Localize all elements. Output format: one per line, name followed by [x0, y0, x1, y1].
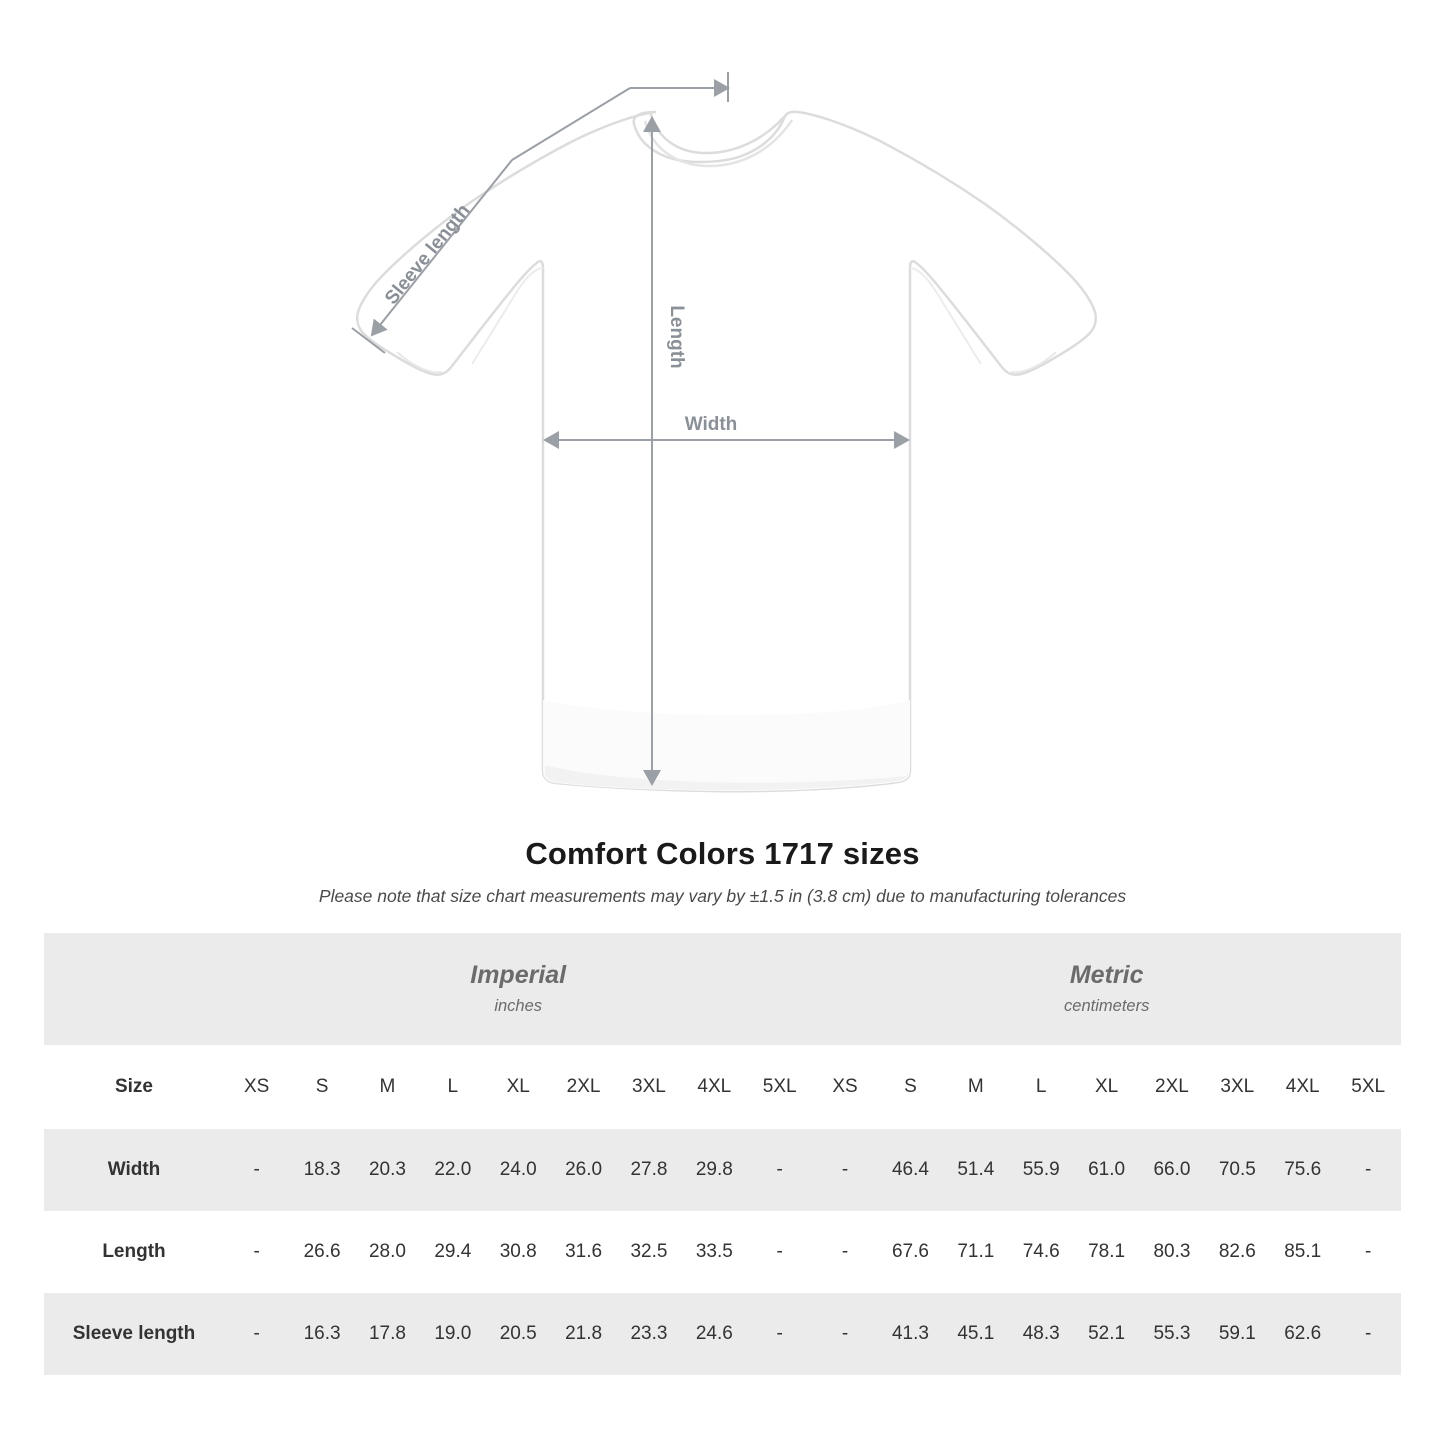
- size-header-cell: 5XL: [1335, 1045, 1401, 1129]
- measurement-cell: 30.8: [486, 1211, 551, 1293]
- measurement-cell: 70.5: [1205, 1129, 1270, 1211]
- measurement-cell: -: [812, 1129, 877, 1211]
- size-header-cell: 4XL: [682, 1045, 747, 1129]
- measurement-cell: 67.6: [878, 1211, 943, 1293]
- measurement-cell: -: [747, 1293, 812, 1375]
- measurement-cell: 29.8: [682, 1129, 747, 1211]
- unit-header-spacer: [44, 933, 224, 1045]
- measurement-cell: 55.9: [1009, 1129, 1074, 1211]
- row-label: Length: [44, 1211, 224, 1293]
- unit-header-imperial: [224, 933, 812, 1045]
- measurement-cell: -: [224, 1293, 289, 1375]
- measurement-cell: -: [224, 1129, 289, 1211]
- size-header-cell: 3XL: [616, 1045, 681, 1129]
- measurement-cell: 45.1: [943, 1293, 1008, 1375]
- measurement-cell: 23.3: [616, 1293, 681, 1375]
- size-header-label: Size: [44, 1045, 224, 1129]
- measurement-cell: 18.3: [289, 1129, 354, 1211]
- measurement-cell: 32.5: [616, 1211, 681, 1293]
- measurement-cell: -: [224, 1211, 289, 1293]
- measurement-cell: -: [1335, 1293, 1401, 1375]
- size-table-wrapper: [0, 933, 1445, 1375]
- sleeve-length-label: Sleeve length: [381, 200, 475, 309]
- title-block: [0, 836, 1445, 907]
- size-header-cell: M: [355, 1045, 420, 1129]
- measurement-cell: -: [747, 1129, 812, 1211]
- measurement-cell: 24.0: [486, 1129, 551, 1211]
- measurement-cell: 26.6: [289, 1211, 354, 1293]
- unit-sub-imperial: inches: [494, 997, 543, 1016]
- unit-name-imperial: Imperial: [470, 960, 567, 989]
- size-header-row: [44, 1045, 1401, 1129]
- measurement-cell: 75.6: [1270, 1129, 1335, 1211]
- table-row: [44, 1293, 1401, 1375]
- measurement-cell: -: [812, 1293, 877, 1375]
- measurement-cell: 41.3: [878, 1293, 943, 1375]
- size-header-cell: XL: [486, 1045, 551, 1129]
- measurement-cell: 26.0: [551, 1129, 616, 1211]
- size-header-cell: 2XL: [551, 1045, 616, 1129]
- measurement-cell: 52.1: [1074, 1293, 1139, 1375]
- measurement-cell: 61.0: [1074, 1129, 1139, 1211]
- measurement-cell: 82.6: [1205, 1211, 1270, 1293]
- length-label: Length: [666, 305, 687, 369]
- measurement-cell: -: [1335, 1129, 1401, 1211]
- size-table: [44, 933, 1401, 1375]
- measurement-cell: 55.3: [1139, 1293, 1204, 1375]
- measurement-cell: 71.1: [943, 1211, 1008, 1293]
- row-label: Sleeve length: [44, 1293, 224, 1375]
- measurement-cell: -: [747, 1211, 812, 1293]
- measurement-cell: 48.3: [1009, 1293, 1074, 1375]
- measurement-cell: 62.6: [1270, 1293, 1335, 1375]
- measurement-cell: 19.0: [420, 1293, 485, 1375]
- unit-header-metric: [812, 933, 1401, 1045]
- width-label: Width: [684, 414, 738, 435]
- size-header-cell: L: [1009, 1045, 1074, 1129]
- measurement-cell: 28.0: [355, 1211, 420, 1293]
- chart-note: Please note that size chart measurements may vary by ±1.5 in (3.8 cm) due to manufacturing tolerances: [318, 886, 1127, 906]
- size-header-cell: 5XL: [747, 1045, 812, 1129]
- size-header-cell: 2XL: [1139, 1045, 1204, 1129]
- measurement-cell: 29.4: [420, 1211, 485, 1293]
- chart-title: Comfort Colors 1717 sizes: [525, 836, 920, 871]
- size-header-cell: S: [878, 1045, 943, 1129]
- measurement-cell: 46.4: [878, 1129, 943, 1211]
- measurement-cell: 85.1: [1270, 1211, 1335, 1293]
- unit-sub-metric: centimeters: [1064, 997, 1150, 1016]
- measurement-cell: 24.6: [682, 1293, 747, 1375]
- table-row: [44, 1211, 1401, 1293]
- measurement-cell: 66.0: [1139, 1129, 1204, 1211]
- measurement-cell: 20.3: [355, 1129, 420, 1211]
- size-header-cell: L: [420, 1045, 485, 1129]
- size-header-cell: S: [289, 1045, 354, 1129]
- unit-name-metric: Metric: [1069, 960, 1144, 989]
- measurement-cell: 78.1: [1074, 1211, 1139, 1293]
- measurement-cell: -: [812, 1211, 877, 1293]
- size-header-cell: XS: [812, 1045, 877, 1129]
- measurement-cell: 16.3: [289, 1293, 354, 1375]
- measurement-cell: 59.1: [1205, 1293, 1270, 1375]
- size-header-cell: 3XL: [1205, 1045, 1270, 1129]
- size-header-cell: XL: [1074, 1045, 1139, 1129]
- measurement-cell: 74.6: [1009, 1211, 1074, 1293]
- measurement-cell: 27.8: [616, 1129, 681, 1211]
- measurement-cell: 20.5: [486, 1293, 551, 1375]
- unit-header-row: [44, 933, 1401, 1045]
- measurement-cell: 21.8: [551, 1293, 616, 1375]
- measurement-cell: 31.6: [551, 1211, 616, 1293]
- measurement-cell: 22.0: [420, 1129, 485, 1211]
- measurement-cell: -: [1335, 1211, 1401, 1293]
- size-header-cell: XS: [224, 1045, 289, 1129]
- measurement-cell: 80.3: [1139, 1211, 1204, 1293]
- row-label: Width: [44, 1129, 224, 1211]
- size-header-cell: 4XL: [1270, 1045, 1335, 1129]
- size-header-cell: M: [943, 1045, 1008, 1129]
- measurement-cell: 17.8: [355, 1293, 420, 1375]
- measurement-cell: 33.5: [682, 1211, 747, 1293]
- table-row: [44, 1129, 1401, 1211]
- measurement-cell: 51.4: [943, 1129, 1008, 1211]
